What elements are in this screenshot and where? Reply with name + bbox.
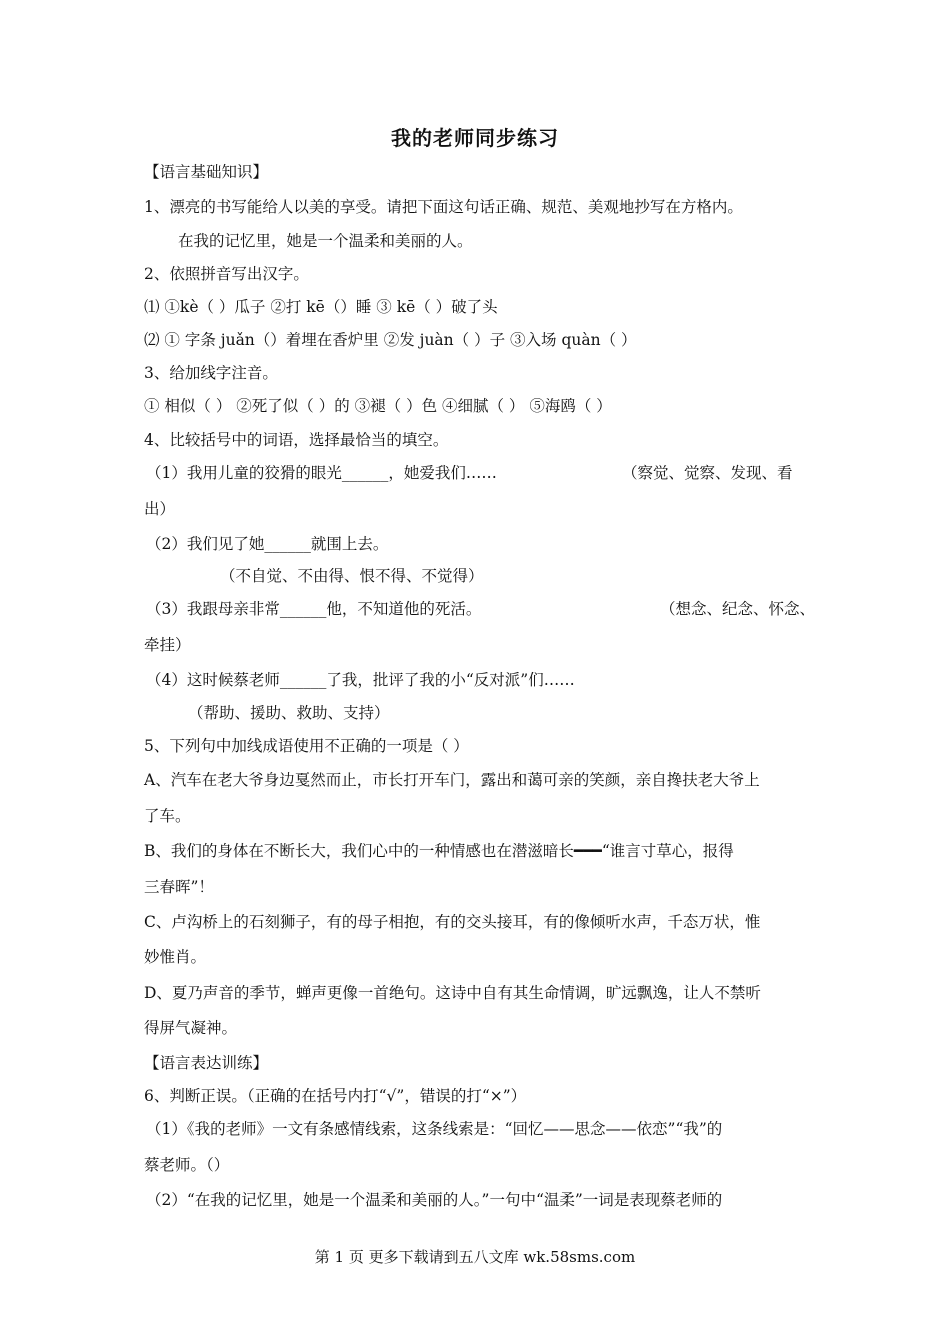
question-4: 4、比较括号中的词语，选择最恰当的填空。: [144, 431, 449, 449]
question-5: 5、下列句中加线成语使用不正确的一项是（ ）: [144, 737, 469, 755]
question-3-items: ① 相似（ ） ②死了似（ ）的 ③褪（ ）色 ④细腻（ ） ⑤海鸥（ ）: [144, 397, 612, 415]
question-5-option-d-cont: 得屏气凝神。: [144, 1019, 238, 1037]
question-4-4-options: （帮助、援助、救助、支持）: [188, 704, 390, 722]
question-2-part-1: ⑴ ①kè（ ）瓜子 ②打 kē（）睡 ③ kē（ ）破了头: [144, 298, 498, 316]
question-2: 2、依照拼音写出汉字。: [144, 265, 309, 283]
question-5-option-d: D、夏乃声音的季节，蝉声更像一首绝句。这诗中自有其生命情调，旷远飘逸，让人不禁听: [144, 984, 761, 1002]
question-1: 1、漂亮的书写能给人以美的享受。请把下面这句话正确、规范、美观地抄写在方格内。: [144, 198, 743, 216]
question-5-option-a-cont: 了车。: [144, 807, 191, 825]
question-6: 6、判断正误。（正确的在括号内打“√”，错误的打“×”）: [144, 1087, 527, 1105]
page-title: 我的老师同步练习: [391, 126, 559, 150]
question-5-option-b: B、我们的身体在不断长大，我们心中的一种情感也在潜滋暗长━━━“谁言寸草心，报得: [144, 842, 734, 860]
question-4-4: （4）这时候蔡老师______了我，批评了我的小“反对派”们……: [146, 671, 575, 689]
question-4-3-options-cont: 牵挂）: [144, 636, 191, 654]
question-5-option-c: C、卢沟桥上的石刻狮子，有的母子相抱，有的交头接耳，有的像倾听水声，千态万状，惟: [144, 913, 761, 931]
question-6-2: （2）“在我的记忆里，她是一个温柔和美丽的人。”一句中“温柔”一词是表现蔡老师的: [146, 1191, 723, 1209]
question-6-1-cont: 蔡老师。（）: [144, 1156, 230, 1174]
question-5-option-c-cont: 妙惟肖。: [144, 948, 207, 966]
question-4-2: （2）我们见了她______就围上去。: [146, 535, 389, 553]
question-4-3: （3）我跟母亲非常______他，不知道他的死活。: [146, 600, 482, 618]
question-2-part-2: ⑵ ① 字条 juǎn（）着埋在香炉里 ②发 juàn（ ）子 ③入场 quàn（ ）: [144, 331, 637, 349]
question-5-option-b-cont: 三春晖”！: [144, 878, 214, 896]
question-4-1-options: （察觉、觉察、发现、看: [622, 464, 793, 482]
section-heading-basics: 【语言基础知识】: [144, 163, 269, 181]
question-4-3-options: （想念、纪念、怀念、: [660, 600, 816, 618]
section-heading-expression: 【语言表达训练】: [144, 1054, 269, 1072]
question-1-sentence: 在我的记忆里，她是一个温柔和美丽的人。: [178, 232, 473, 250]
question-5-option-a: A、汽车在老大爷身边戛然而止，市长打开车门，露出和蔼可亲的笑颜，亲自搀扶老大爷上: [144, 771, 760, 789]
question-4-1: （1）我用儿童的狡猾的眼光______，她爱我们……: [146, 464, 497, 482]
question-4-2-options: （不自觉、不由得、恨不得、不觉得）: [220, 567, 484, 585]
question-3: 3、给加线字注音。: [144, 364, 278, 382]
page-footer: 第 1 页 更多下载请到五八文库 wk.58sms.com: [314, 1248, 636, 1266]
question-4-1-options-cont: 出）: [144, 500, 176, 518]
question-6-1: （1）《我的老师》一文有条感情线索，这条线索是：“回忆——思念——依恋”“我”的: [146, 1120, 723, 1138]
